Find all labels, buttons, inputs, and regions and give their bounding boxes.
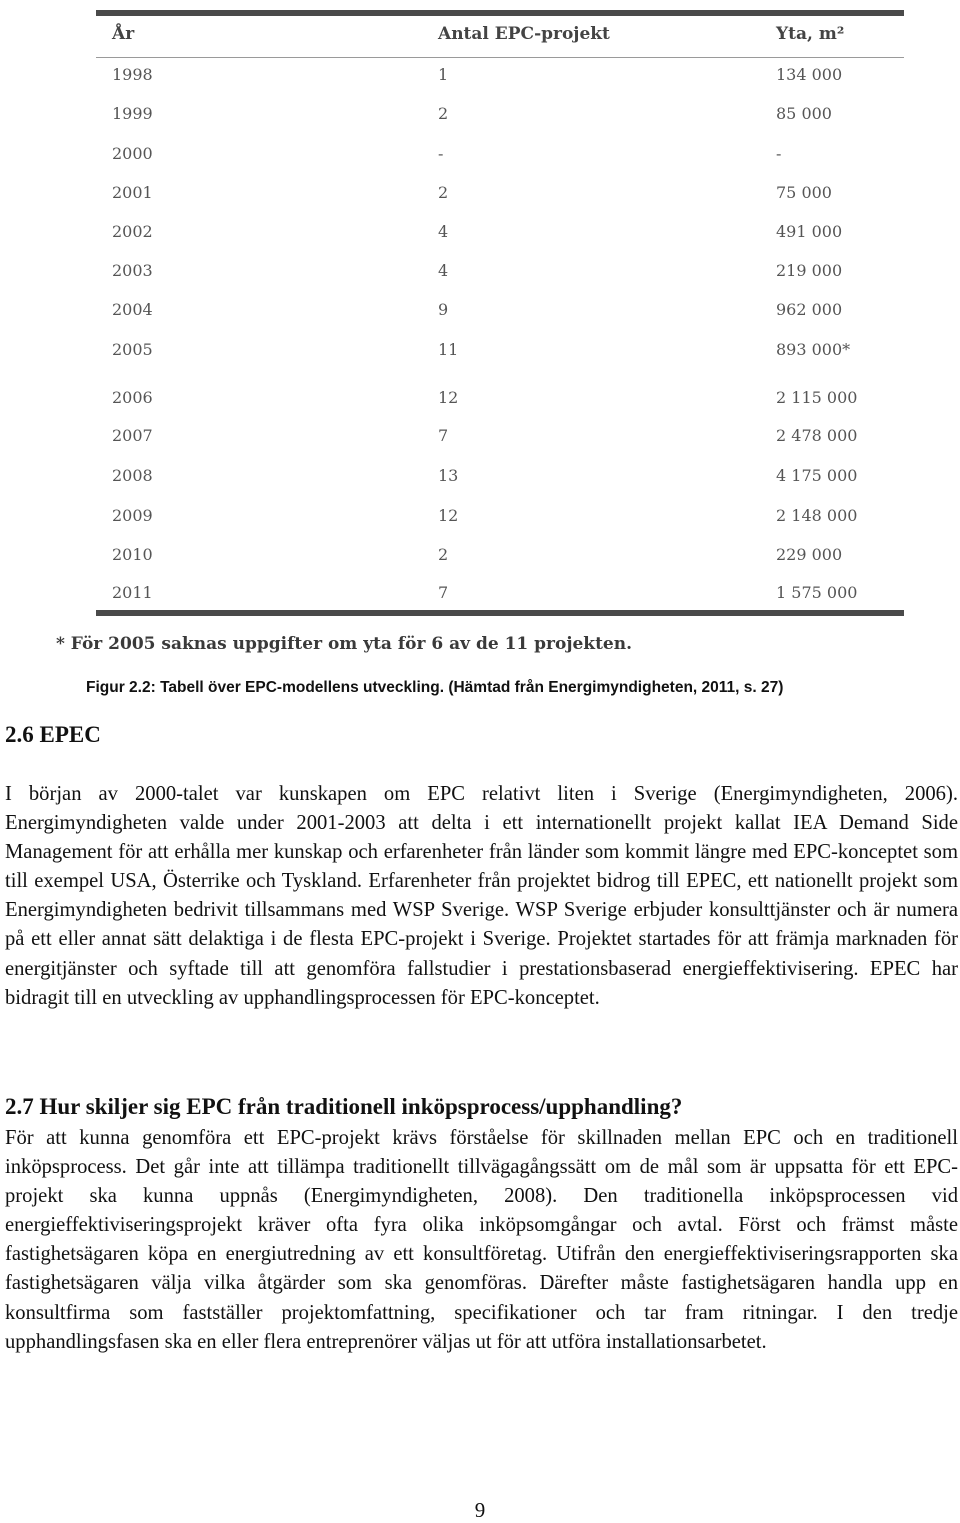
table-cell-count: 1 [438,65,449,84]
table-cell-year: 2011 [112,583,153,602]
table-cell-area: 2 148 000 [776,506,858,525]
table-cell-year: 2008 [112,466,153,485]
section-paragraph-2-7: För att kunna genomföra ett EPC-projekt krävs förståelse för skillnaden mellan EPC och en traditionell inköpsprocess. Det går inte att tillämpa traditionellt tillvägagångssätt om de mål som är uppsatta för ett EPC-projekt ska kunna uppnås (Energimyndigheten, 2008). Den traditionella inköpsprocessen vid energieffektiviseringsprojekt kräver ofta fyra olika inköpsomgångar och avtal. Först och främst måste fastighetsägaren köpa en energiutredning av ett konsultföretag. Utifrån den energieffektiviseringsrapporten ska fastighetsägaren välja vilka åtgärder som ska genomföras. Därefter måste fastighetsägaren handla upp en konsultfirma som fastställer projektomfattning, specifikationer och tar fram ritningar. I den tredje upphandlingsfasen ska en eller flera entreprenörer väljas ut för att utföra installationsarbetet. [5,1127,958,1353]
table-cell-year: 1999 [112,104,153,123]
table-cell-count: 12 [438,388,459,407]
table-cell-count: 2 [438,545,449,564]
table-cell-count: 7 [438,583,449,602]
table-cell-count: 7 [438,426,449,445]
header-year: År [112,24,135,44]
table-cell-year: 2010 [112,545,153,564]
table-cell-area: 962 000 [776,300,843,319]
table-cell-count: 2 [438,104,449,123]
section-heading-2-6: 2.6 EPEC [5,722,101,747]
table-cell-count: 4 [438,261,449,280]
table-cell-count: 12 [438,506,459,525]
table-cell-area: 85 000 [776,104,832,123]
table-cell-year: 1998 [112,65,153,84]
table-cell-count: 9 [438,300,449,319]
table-cell-count: 13 [438,466,459,485]
header-area: Yta, m² [776,24,845,44]
table-cell-year: 2006 [112,388,153,407]
table-cell-year: 2002 [112,222,153,241]
section-heading-2-7: 2.7 Hur skiljer sig EPC från traditionell inköpsprocess/upphandling? [5,1094,683,1119]
table-cell-area: 491 000 [776,222,843,241]
table-cell-count: 11 [438,340,459,359]
figure-caption: Figur 2.2: Tabell över EPC-modellens utveckling. (Hämtad från Energimyndigheten, 2011, s. 27) [86,679,784,696]
table-cell-year: 2007 [112,426,153,445]
table-cell-count: 4 [438,222,449,241]
table-header-rule [96,57,904,58]
header-count: Antal EPC-projekt [438,24,610,44]
table-cell-year: 2009 [112,506,153,525]
table-cell-count: - [438,144,444,163]
figure-table [96,10,904,616]
table-footnote: * För 2005 saknas uppgifter om yta för 6 av de 11 projekten. [56,634,633,654]
table-cell-area: - [776,144,782,163]
table-cell-year: 2004 [112,300,153,319]
table-cell-year: 2003 [112,261,153,280]
table-cell-area: 2 115 000 [776,388,858,407]
table-cell-year: 2000 [112,144,153,163]
section-paragraph-2-6: I början av 2000-talet var kunskapen om EPC relativt liten i Sverige (Energimyndigheten, 2006). Energimyndigheten valde under 2001-2003 att delta i ett internationellt projekt kallat IEA Demand Side Management för att erhålla mer kunskap och erfarenheter från länder som kommit längre med EPC-konceptet som till exempel USA, Österrike och Tyskland. Erfarenheter från projektet bidrog till EPEC, ett nationellt projekt som Energimyndigheten bedrivit tillsammans med WSP Sverige. WSP Sverige erbjuder konsulttjänster och är numera på ett eller annat sätt delaktiga i de flesta EPC-projekt i Sverige. Projektet startades för att främja marknaden för energitjänster och syftade till att genomföra fallstudier i prestationsbaserad energieffektivisering. EPEC har bidragit till en utveckling av upphandlingsprocessen för EPC-konceptet. [5,783,958,1009]
table-cell-area: 219 000 [776,261,843,280]
table-cell-area: 1 575 000 [776,583,858,602]
table-cell-area: 134 000 [776,65,843,84]
page-number: 9 [474,1498,486,1522]
table-cell-area: 893 000* [776,340,851,359]
table-cell-count: 2 [438,183,449,202]
table-cell-area: 4 175 000 [776,466,858,485]
table-cell-year: 2001 [112,183,153,202]
table-top-rule [96,10,904,16]
table-cell-area: 2 478 000 [776,426,858,445]
table-cell-area: 75 000 [776,183,832,202]
table-cell-year: 2005 [112,340,153,359]
table-bottom-rule [96,610,904,616]
table-cell-area: 229 000 [776,545,843,564]
